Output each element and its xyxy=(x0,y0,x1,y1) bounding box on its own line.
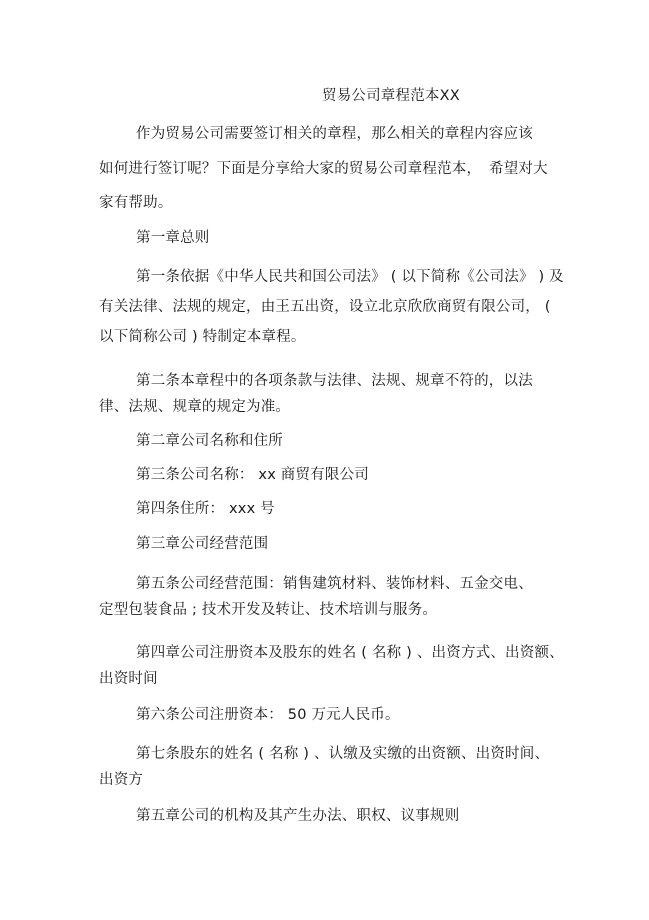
article-1-line-3: 以下简称公司 ) 特制定本章程。 xyxy=(99,329,306,345)
chapter-2-heading: 第二章公司名称和住所 xyxy=(136,433,283,449)
chapter-3-heading: 第三章公司经营范围 xyxy=(136,536,269,552)
chapter-4-line-1: 第四章公司注册资本及股东的姓名 ( 名称 ) 、出资方式、出资额、 xyxy=(136,645,564,661)
article-1-line-2: 有关法律、法规的规定，由王五出资，设立北京欣欣商贸有限公司， ( xyxy=(99,299,551,315)
chapter-4-line-2: 出资时间 xyxy=(99,671,158,687)
intro-line-3: 家有帮助。 xyxy=(99,195,173,211)
article-7-line-1: 第七条股东的姓名 ( 名称 ) 、认缴及实缴的出资额、出资时间、 xyxy=(136,746,550,762)
intro-line-2b: 希望对大 xyxy=(489,161,548,177)
article-4: 第四条住所： xxx 号 xyxy=(136,501,275,517)
article-5-line-2: 定型包装食品 ; 技术开发及转让、技术培训与服务。 xyxy=(99,602,438,618)
intro-line-1: 作为贸易公司需要签订相关的章程，那么相关的章程内容应该 xyxy=(136,126,533,142)
document-title: 贸易公司章程范本XX xyxy=(322,88,460,104)
article-6: 第六条公司注册资本： 50 万元人民币。 xyxy=(136,707,400,723)
article-2-line-2: 律、法规、规章的规定为准。 xyxy=(99,399,291,415)
article-3: 第三条公司名称： xx 商贸有限公司 xyxy=(136,467,369,483)
article-5-line-1: 第五条公司经营范围：销售建筑材料、装饰材料、五金交电、 xyxy=(136,576,533,592)
chapter-5-heading: 第五章公司的机构及其产生办法、职权、议事规则 xyxy=(136,808,460,824)
chapter-1-heading: 第一章总则 xyxy=(136,230,210,246)
article-7-line-2: 出资方 xyxy=(99,772,144,788)
article-2-line-1: 第二条本章程中的各项条款与法律、法规、规章不符的，以法 xyxy=(136,373,533,389)
intro-line-2a: 如何进行签订呢？下面是分享给大家的贸易公司章程范本， xyxy=(99,161,482,177)
article-1-line-1: 第一条依据《中华人民共和国公司法》 ( 以下简称《公司法》 ) 及 xyxy=(136,269,564,285)
